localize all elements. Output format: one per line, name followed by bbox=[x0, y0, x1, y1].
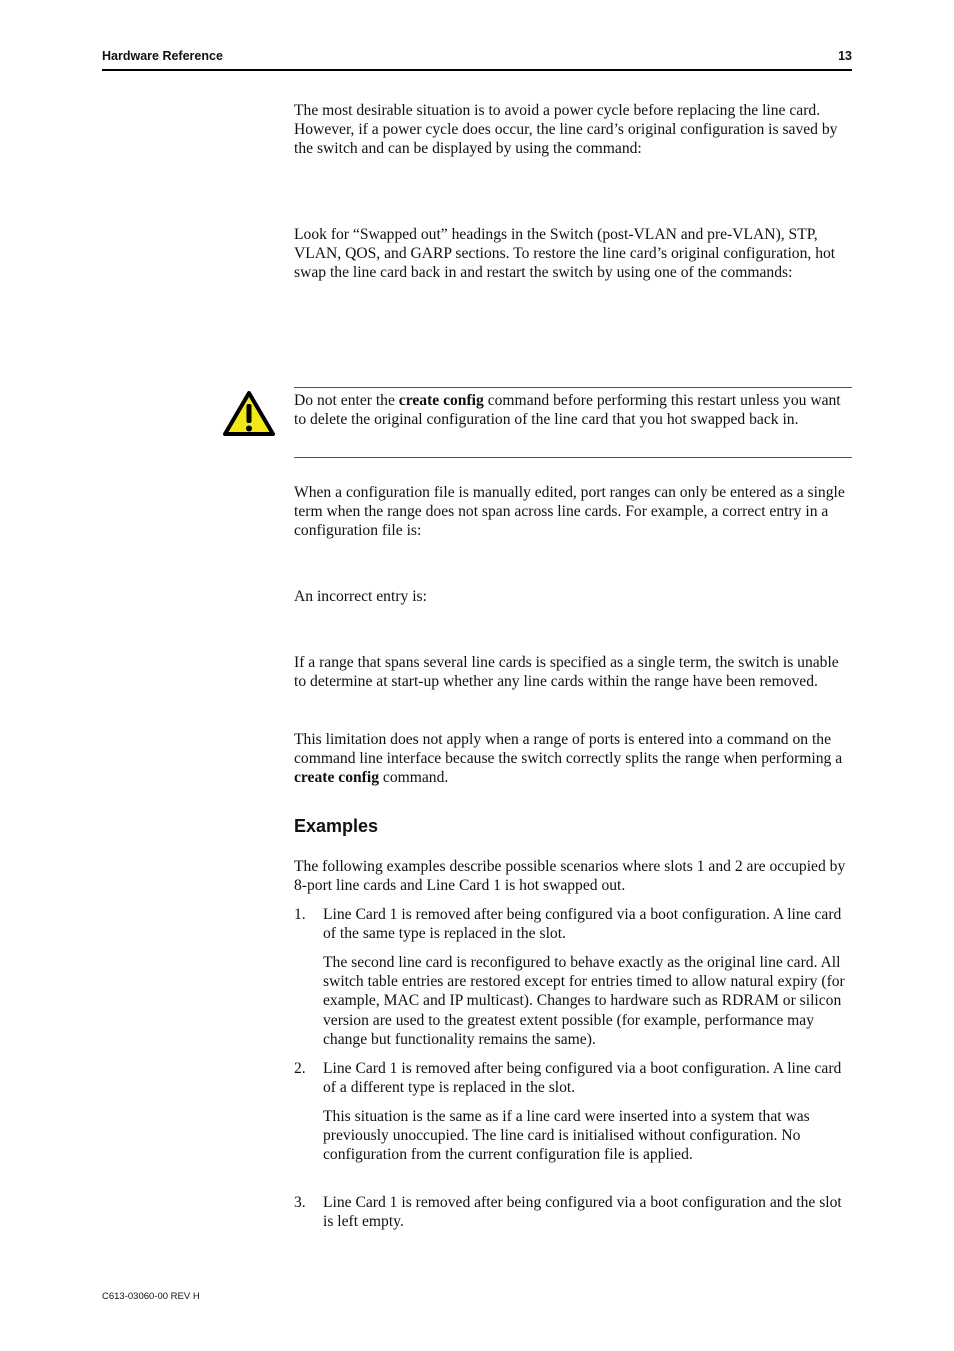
command-create-config: create config bbox=[294, 769, 380, 787]
warning-triangle-icon bbox=[222, 390, 276, 438]
page-number: 13 bbox=[838, 49, 852, 63]
caution-top-rule bbox=[294, 387, 852, 388]
paragraph-port-ranges: When a configuration file is manually edited, port ranges can only be entered as a single term when the range does not span across line cards. For example, a correct entry in a configuration file is: bbox=[294, 484, 845, 540]
list-item: Line Card 1 is removed after being configured via a boot configuration and the slot is left empty. bbox=[323, 1194, 842, 1231]
paragraph-examples-intro: The following examples describe possible scenarios where slots 1 and 2 are occupied by 8-port line cards and Line Card 1 is hot swapped out. bbox=[294, 858, 846, 895]
list-item-detail: This situation is the same as if a line card were inserted into a system that was previously unoccupied. The line card is initialised without configuration. No configuration from the current configuration file is applied. bbox=[323, 1108, 810, 1164]
paragraph-range-spans: If a range that spans several line cards is specified as a single term, the switch is unable to determine at start-up whether any line cards within the range have been removed. bbox=[294, 654, 839, 691]
list-number: 3. bbox=[294, 1194, 306, 1211]
list-item: Line Card 1 is removed after being configured via a boot configuration. A line card of a different type is replaced in the slot. bbox=[323, 1060, 842, 1097]
document-title: Hardware Reference bbox=[102, 49, 223, 63]
paragraph-power-cycle: The most desirable situation is to avoid a power cycle before replacing the line card. However, if a power cycle does occur, the line card’s original configuration is saved by the switch and can be displayed by using the command: bbox=[294, 102, 838, 158]
paragraph-limitation: This limitation does not apply when a range of ports is entered into a command on the command line interface because the switch correctly splits the range when performing a create config command. bbox=[294, 731, 843, 787]
caution-bottom-rule bbox=[294, 457, 852, 458]
paragraph-incorrect-entry: An incorrect entry is: bbox=[294, 588, 427, 605]
command-create-config: create config bbox=[398, 392, 484, 409]
list-item-detail: The second line card is reconfigured to behave exactly as the original line card. All switch table entries are restored except for entries timed to allow natural expiry (for example, MAC and IP multicast). Changes to hardware such as RDRAM or silicon version are used to the greatest extent possible (for example, performance may change but functionality remains the same). bbox=[323, 954, 845, 1048]
list-number: 1. bbox=[294, 906, 306, 923]
paragraph-swapped-out: Look for “Swapped out” headings in the Switch (post-VLAN and pre-VLAN), STP, VLAN, QOS, and GARP sections. To restore the line card’s original configuration, hot swap the line card back in and restart the switch by using one of the commands: bbox=[294, 226, 836, 282]
document-code-footer: C613-03060-00 REV H bbox=[102, 1291, 200, 1302]
list-item: Line Card 1 is removed after being configured via a boot configuration. A line card of the same type is replaced in the slot. bbox=[323, 906, 842, 943]
list-number: 2. bbox=[294, 1060, 306, 1077]
section-heading-examples: Examples bbox=[294, 816, 379, 836]
caution-text: Do not enter the create config command before performing this restart unless you want to delete the original configuration of the line card that you hot swapped back in. bbox=[294, 392, 841, 429]
page-header bbox=[102, 49, 852, 71]
